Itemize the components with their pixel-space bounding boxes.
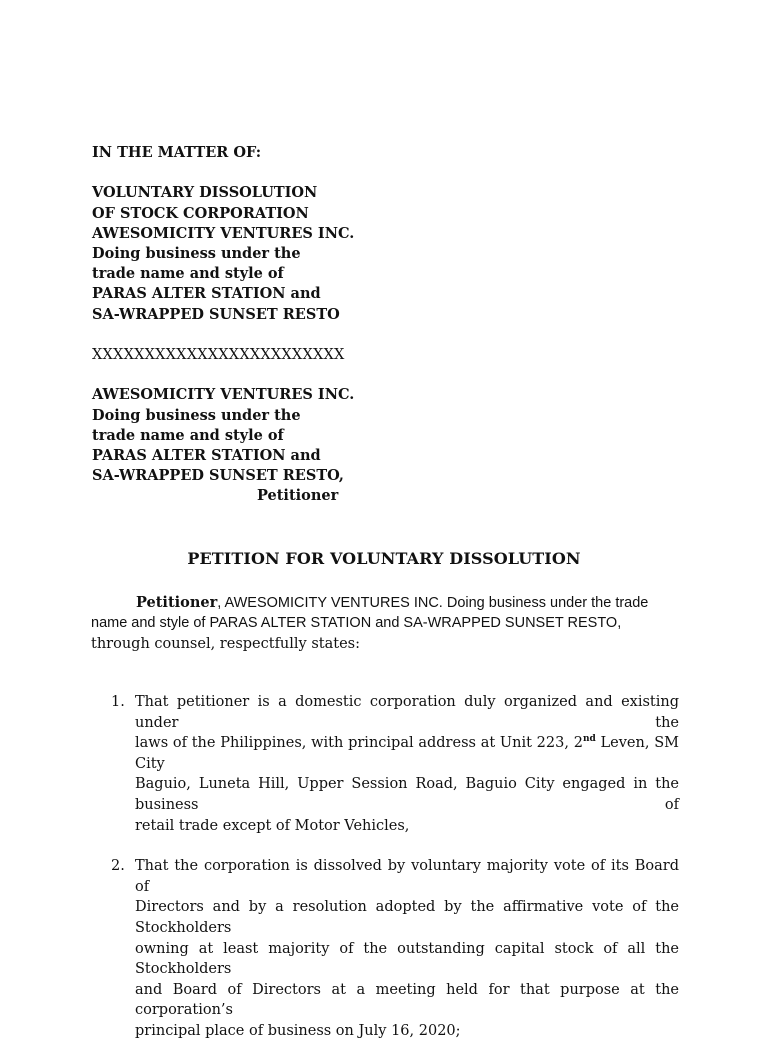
intro-lead: Petitioner [136,594,218,611]
caption-line: SA-WRAPPED SUNSET RESTO [92,305,340,323]
item-text: principal place of business on July 16, 2020; [135,1022,461,1039]
item-text: retail trade except of Motor Vehicles, [135,817,410,834]
item-text: and Board of Directors at a meeting held for that purpose at the corporation’s [135,981,679,1019]
intro-text: through counsel, respectfully states: [91,635,360,652]
caption-line: SA-WRAPPED SUNSET RESTO, [92,467,344,485]
item-text: laws of the Philippines, with principal address at Unit 223, 2nd Leven, SM City [135,734,679,772]
matter-heading: IN THE MATTER OF: [92,144,262,161]
party-role: Petitioner [257,487,339,505]
intro-text: , AWESOMICITY VENTURES INC. Doing business under the trade [217,595,649,611]
item-number: 2. [111,858,125,875]
item-text: Directors and by a resolution adopted by the affirmative vote of the Stockholders [135,899,679,936]
caption-line: trade name and style of [92,265,284,283]
caption-line: Doing business under the [92,245,301,262]
item-number: 1. [111,694,125,710]
document-title: PETITION FOR VOLUNTARY DISSOLUTION [187,549,581,568]
intro-text: name and style of PARAS ALTER STATION and SA-WRAPPED SUNSET RESTO, [91,615,622,632]
list-item [91,692,679,836]
caption-line: AWESOMICITY VENTURES INC. [92,386,355,404]
caption-line: OF STOCK CORPORATION [92,204,309,222]
numbered-list [91,692,679,1062]
item-text: That the corporation is dissolved by voluntary majority vote of its Board of [135,858,679,895]
intro-paragraph [91,593,651,654]
caption-separator: XXXXXXXXXXXXXXXXXXXXXXXX [92,347,345,363]
caption-line: PARAS ALTER STATION and [92,285,321,303]
item-text: owning at least majority of the outstanding capital stock of all the Stockholders [135,940,679,978]
caption-line: PARAS ALTER STATION and [92,447,321,464]
list-item [91,856,679,1041]
caption-line: VOLUNTARY DISSOLUTION [92,184,318,202]
caption-line: AWESOMICITY VENTURES INC. [92,224,355,242]
caption-line: trade name and style of [92,426,284,444]
item-text: That petitioner is a domestic corporation duly organized and existing under the [135,694,679,731]
caption-line: Doing business under the [92,406,301,424]
case-caption [92,143,354,507]
item-text: Baguio, Luneta Hill, Upper Session Road, Baguio City engaged in the business of [135,776,679,813]
